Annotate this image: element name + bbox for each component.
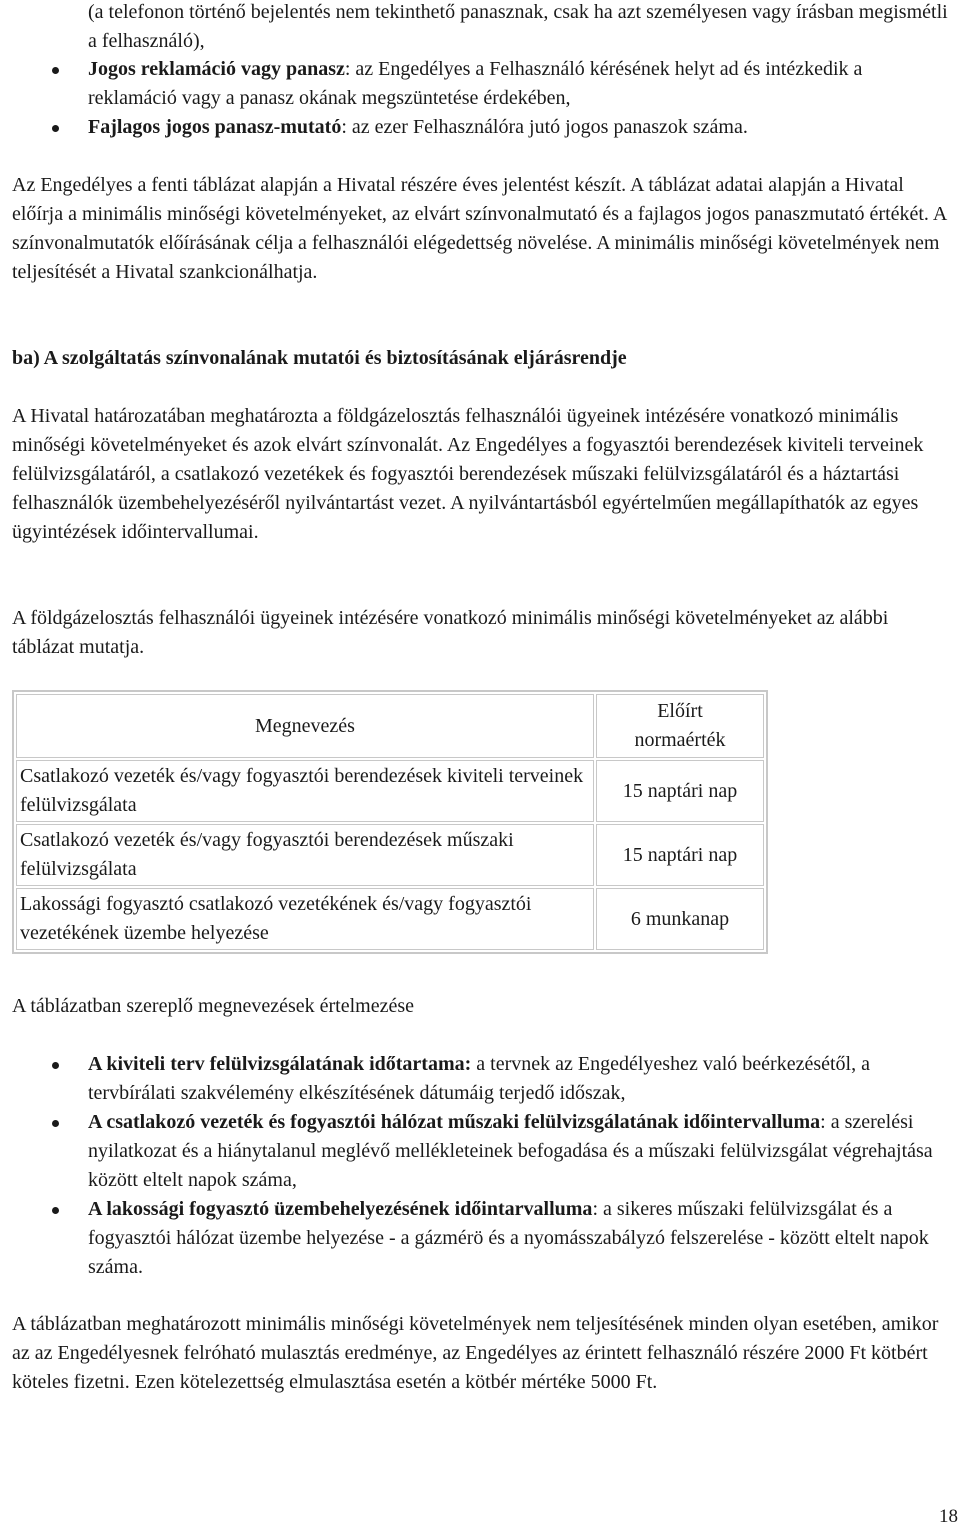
term-definitions-list: [12, 1050, 952, 1282]
table-cell: 15 naptári nap: [596, 760, 764, 822]
paragraph-table-intro: A földgázelosztás felhasználói ügyeinek intézésére vonatkozó minimális minőségi követelményeket az alábbi táblázat mutatja.: [12, 607, 889, 658]
table-cell: Csatlakozó vezeték és/vagy fogyasztói berendezések kiviteli terveinek felülvizsgálata: [16, 760, 594, 822]
definition-term: Fajlagos jogos panasz-mutató: [88, 116, 342, 138]
paragraph-hivatal: A Hivatal határozatában meghatározta a földgázelosztás felhasználói ügyeinek intézésére vonatkozó minimális minőségi követelményeket és azok elvárt színvonalát. Az Engedélyes a fogyasztói berendezések kiviteli terveinek felülvizsgálatáról, a csatlakozó vezetékek és fogyasztói berendezések műszaki felülvizsgálatáról és a háztartási felhasználók üzembehelyezéséről nyilvántartást vezet. A nyilvántartásból egyértelműen megállapíthatók az egyes ügyintézések időintervallumai.: [12, 405, 924, 543]
term-definition-term: A lakossági fogyasztó üzembehelyezésének időintarvalluma: [88, 1198, 593, 1220]
list-item: [12, 1108, 952, 1195]
bullet-icon: [52, 67, 59, 74]
term-definition-text: a tervnek az Engedélyeshez való beérkezésétől, a tervbírálati szakvélemény elkészítésének dátumáig terjedő időszak,: [88, 1053, 870, 1104]
term-definition-text: : a sikeres műszaki felülvizsgálat és a fogyasztói hálózat üzembe helyezése - a gázmérö és a nyomásszabályzó felszerelése - között eltelt napok száma.: [88, 1198, 929, 1278]
table-intro-block: [12, 604, 952, 662]
table-row: [16, 824, 764, 886]
term-definition-term: A kiviteli terv felülvizsgálatának időtartama:: [88, 1053, 472, 1075]
definitions-list: [12, 55, 952, 142]
table-cell: Lakossági fogyasztó csatlakozó vezetékének és/vagy fogyasztói vezetékének üzembe helyezése: [16, 888, 594, 950]
definition-text: : az ezer Felhasználóra jutó jogos panaszok száma.: [341, 116, 748, 138]
definition-term: Jogos reklamáció vagy panasz: [88, 58, 345, 80]
bullet-icon: [52, 1062, 59, 1069]
section-heading: [12, 344, 952, 373]
paragraph-table-terms: A táblázatban szereplő megnevezések értelmezése: [12, 995, 415, 1017]
table-cell: Csatlakozó vezeték és/vagy fogyasztói berendezések műszaki felülvizsgálata: [16, 824, 594, 886]
table-header-cell: [596, 694, 764, 758]
paragraph-report: Az Engedélyes a fenti táblázat alapján a Hivatal részére éves jelentést készít. A táblázat adatai alapján a Hivatal előírja a minimális minőségi követelményeket, az elvárt színvonalmutató és a fajlagos jogos panaszmutató értékét. A színvonalmutatók előírásának célja a felhasználói elégedettség növelése. A minimális minőségi követelmények nem teljesítését a Hivatal szankcionálhatja.: [12, 174, 947, 283]
definitions-block: [12, 55, 952, 142]
list-item: [12, 113, 952, 142]
penalty-paragraph-block: [12, 1310, 952, 1397]
table-header-cell: Megnevezés: [16, 694, 594, 758]
table-cell: 6 munkanap: [596, 888, 764, 950]
bullet-icon: [52, 1207, 59, 1214]
table-cell: 15 naptári nap: [596, 824, 764, 886]
definition-text: : az Engedélyes a Felhasználó kérésének helyt ad és intézkedik a reklamáció vagy a panasz okának megszüntetése érdekében,: [88, 58, 863, 109]
paragraph-penalty: A táblázatban meghatározott minimális minőségi követelmények nem teljesítésének minden olyan esetében, amikor az az Engedélyesnek felróható mulasztás eredménye, az Engedélyes az érintett felhasználó részére 2000 Ft kötbért köteles fizetni. Ezen kötelezettség elmulasztása esetén a kötbér mértéke 5000 Ft.: [12, 1313, 939, 1393]
table-header-row: [16, 694, 764, 758]
bullet-icon: [52, 125, 59, 132]
report-paragraph-block: [12, 171, 952, 287]
term-definition-term: A csatlakozó vezeték és fogyasztói hálózat műszaki felülvizsgálatának időintervalluma: [88, 1111, 821, 1133]
page-number: 18: [939, 1506, 958, 1527]
table-terms-block: [12, 992, 952, 1021]
section-heading-text: ba) A szolgáltatás színvonalának mutatói és biztosításának eljárásrendje: [12, 347, 627, 369]
hivatal-paragraph-block: [12, 402, 952, 547]
bullet-icon: [52, 1120, 59, 1127]
term-definition-text: : a szerelési nyilatkozat és a hiánytalanul meglévő mellékleteinek befogadása és a műszaki felülvizsgálat végrehajtása között eltelt napok száma,: [88, 1111, 933, 1191]
list-item: [12, 1195, 952, 1282]
section-heading-block: [12, 344, 952, 373]
table-header-text: Előírt normaérték: [634, 700, 726, 751]
term-definitions-block: [12, 1050, 952, 1282]
list-item: [12, 1050, 952, 1108]
intro-continuation: (a telefonon történő bejelentés nem tekinthető panasznak, csak ha azt személyesen vagy írásban megismétli a felhasználó),: [88, 1, 948, 52]
list-item: [12, 55, 952, 113]
table-row: [16, 760, 764, 822]
norm-table: [12, 690, 768, 954]
table-row: [16, 888, 764, 950]
